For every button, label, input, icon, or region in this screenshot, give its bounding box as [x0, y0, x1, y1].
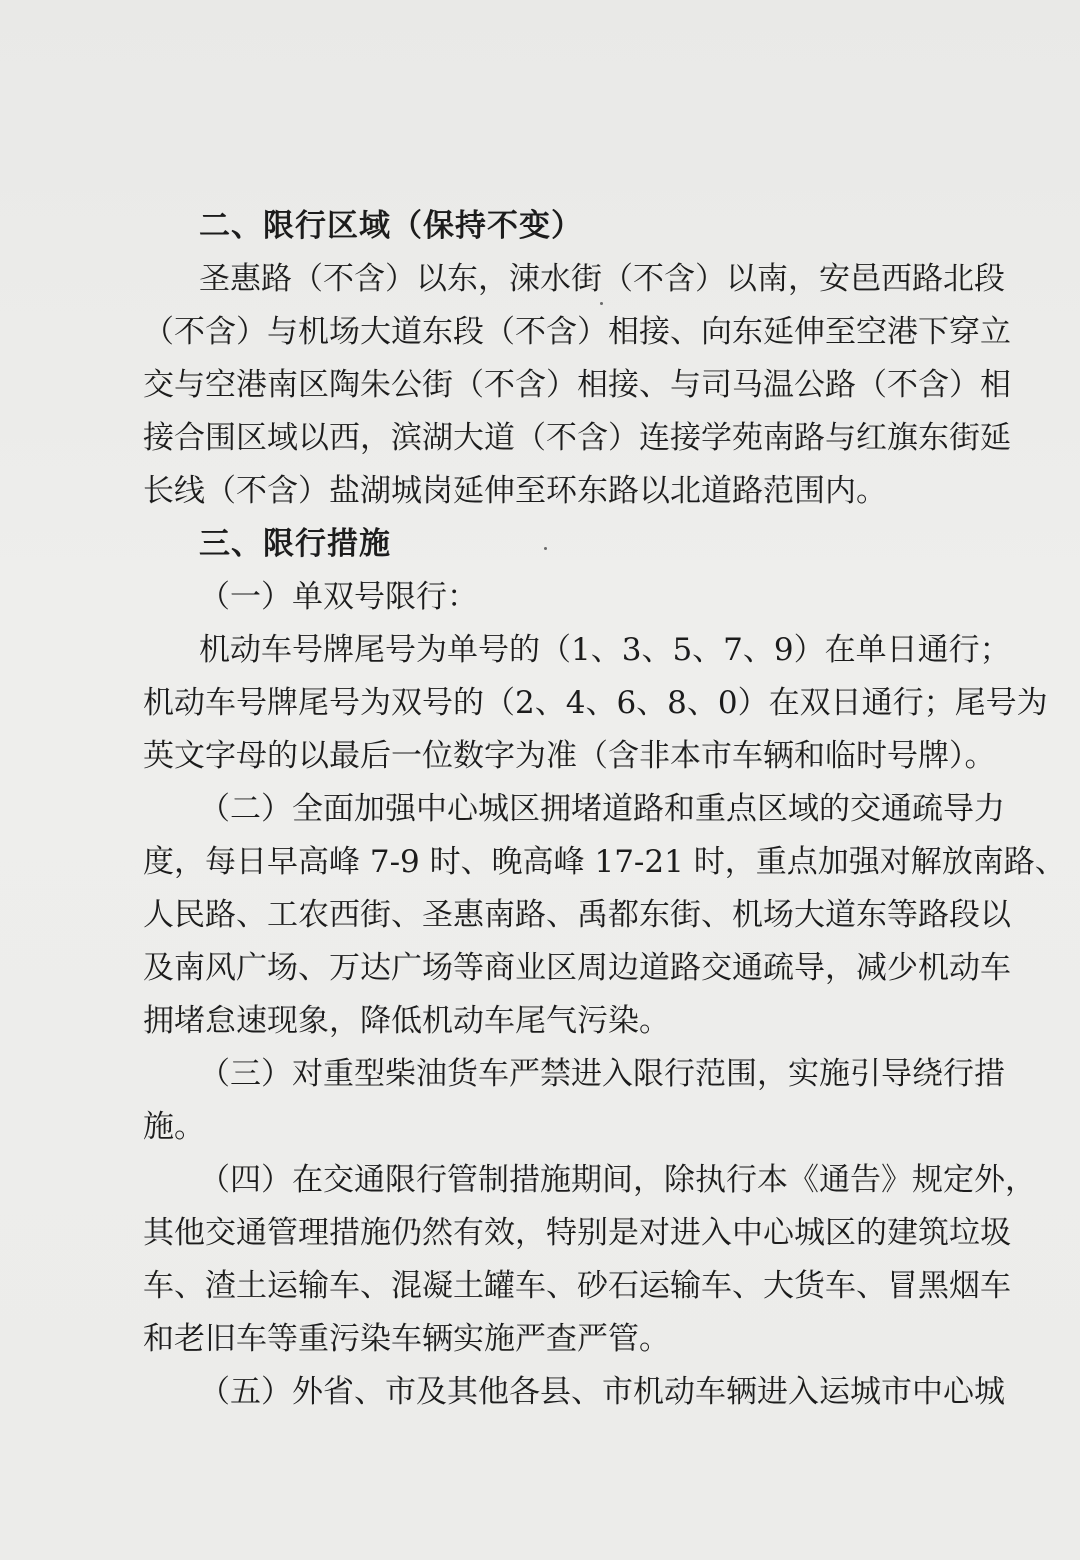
item-title-odd-even: （一）单双号限行： [199, 579, 478, 615]
paragraph-line: 其他交通管理措施仍然有效，特别是对进入中心城区的建筑垃圾 [143, 1215, 1011, 1251]
paragraph-line: 英文字母的以最后一位数字为准（含非本市车辆和临时号牌）。 [143, 738, 996, 774]
paragraph-line: 交与空港南区陶朱公街（不含）相接、与司马温公路（不含）相 [143, 367, 1011, 403]
paragraph-line: （五）外省、市及其他各县、市机动车辆进入运城市中心城 [199, 1374, 1005, 1410]
paragraph-line: 接合围区域以西，滨湖大道（不含）连接学苑南路与红旗东街延 [143, 420, 1011, 456]
paragraph-line: 人民路、工农西街、圣惠南路、禹都东街、机场大道东等路段以 [143, 897, 1011, 933]
paragraph-line: （不含）与机场大道东段（不含）相接、向东延伸至空港下穿立 [143, 314, 1011, 350]
paragraph-line: 圣惠路（不含）以东，涑水街（不含）以南，安邑西路北段 [199, 261, 1005, 297]
paragraph-line: 机动车号牌尾号为双号的（2、4、6、8、0）在双日通行；尾号为 [143, 685, 1048, 721]
paragraph-line: 和老旧车等重污染车辆实施严查严管。 [143, 1321, 670, 1357]
paragraph-line: （三）对重型柴油货车严禁进入限行范围，实施引导绕行措 [199, 1056, 1005, 1092]
paragraph-line: 拥堵怠速现象，降低机动车尾气污染。 [143, 1003, 670, 1039]
paragraph-line: 施。 [143, 1109, 205, 1145]
paragraph-line: 度，每日早高峰 7-9 时、晚高峰 17-21 时，重点加强对解放南路、 [143, 844, 1066, 880]
section-heading-measures: 三、限行措施 [199, 526, 391, 562]
section-heading-restricted-area: 二、限行区域（保持不变） [199, 208, 583, 244]
paragraph-line: （四）在交通限行管制措施期间，除执行本《通告》规定外， [199, 1162, 1036, 1198]
paragraph-line: 及南风广场、万达广场等商业区周边道路交通疏导，减少机动车 [143, 950, 1011, 986]
paragraph-line: 长线（不含）盐湖城岗延伸至环东路以北道路范围内。 [143, 473, 887, 509]
paragraph-line: 车、渣土运输车、混凝土罐车、砂石运输车、大货车、冒黑烟车 [143, 1268, 1011, 1304]
paragraph-line: 机动车号牌尾号为单号的（1、3、5、7、9）在单日通行； [199, 632, 1011, 668]
paragraph-line: （二）全面加强中心城区拥堵道路和重点区域的交通疏导力 [199, 791, 1005, 827]
document-body [143, 200, 1066, 1419]
